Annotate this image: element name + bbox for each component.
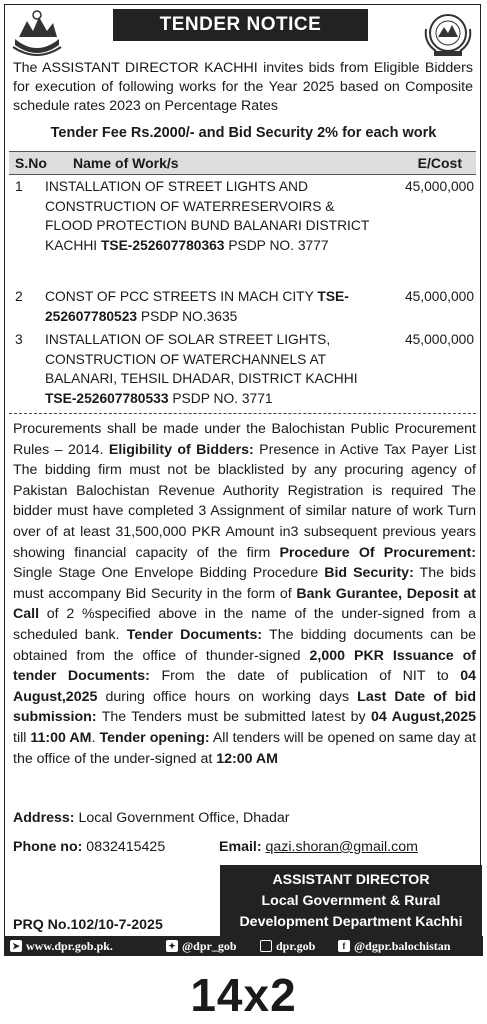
- row-desc: CONST OF PCC STREETS IN MACH CITY TSE-252607780523 PSDP NO.3635: [45, 289, 349, 324]
- footer-website[interactable]: ➤ www.dpr.gob.pk.: [10, 936, 113, 956]
- tse-number: TSE-252607780523: [45, 289, 349, 324]
- address-line: Address: Local Government Office, Dhadar: [13, 810, 290, 826]
- signature-title: ASSISTANT DIRECTOR: [272, 872, 430, 888]
- signature-dept-1: Local Government & Rural: [261, 893, 441, 909]
- instagram-icon: [260, 940, 272, 952]
- row-cost: 45,000,000: [404, 289, 474, 304]
- twitter-icon: ✦: [166, 940, 178, 952]
- email-line: Email: qazi.shoran@gmail.com: [219, 839, 418, 855]
- footer-bar: [4, 936, 483, 956]
- terms-paragraph: Procurements shall be made under the Balochistan Public Procurement Rules – 2014. Eligibility of Bidders: Presence in Active Tax Payer List The bidding firm must not be blacklisted by any procuring agency of Pakistan Balochistan Revenue Authority Registration is required The bidder must have completed 3 Assignment of similar nature of work Turn over of at least 31,500,000 PKR Amount in3 subsequent previous years showing financial capacity of the firm Procedure Of Procurement: Single Stage One Envelope Bidding Procedure Bid Security: The bids must accompany Bid Security in the form of Bank Gurantee, Deposit at Call of 2 %specified above in the name of the under-signed from a scheduled bank. Tender Documents: The bidding documents can be obtained from the office of thunder-signed 2,000 PKR Issuance of tender Documents: From the date of publication of NIT to 04 August,2025 during office hours on working days Last Date of bid submission: The Tenders must be submitted latest by 04 August,2025 till 11:00 AM. Tender opening: All tenders will be opened on same day at the office of the under-signed at 12:00 AM: [13, 421, 477, 767]
- notice-title: TENDER NOTICE: [113, 9, 368, 41]
- ad-size-label: 14x2: [190, 969, 297, 1021]
- row-desc: INSTALLATION OF STREET LIGHTS AND CONSTRUCTION OF WATERRESERVOIRS & FLOOD PROTECTION BUND BALANARI DISTRICT KACHHI TSE-252607780363 PSDP NO. 3777: [45, 179, 370, 253]
- row-cost: 45,000,000: [404, 179, 474, 194]
- row-sno: 2: [15, 289, 23, 304]
- footer-facebook[interactable]: f @dgpr.balochistan: [338, 936, 450, 956]
- balochistan-emblem-icon: [9, 9, 65, 59]
- fee-line: Tender Fee Rs.2000/- and Bid Security 2% for each work: [50, 125, 437, 141]
- local-government-logo-icon: [420, 9, 476, 59]
- row-sno: 1: [15, 179, 23, 194]
- section-divider: [9, 413, 476, 414]
- email-link[interactable]: qazi.shoran@gmail.com: [265, 839, 418, 855]
- share-icon: ➤: [10, 940, 22, 952]
- row-sno: 3: [15, 332, 23, 347]
- tse-number: TSE-252607780533: [45, 390, 169, 406]
- table-header: [9, 151, 476, 175]
- intro-paragraph: The ASSISTANT DIRECTOR KACHHI invites bids from Eligible Bidders for execution of following works for the Year 2025 based on Composite schedule rates 2023 on Percentage Rates: [13, 60, 473, 114]
- col-name: Name of Work/s: [73, 155, 179, 171]
- tender-notice: [4, 4, 481, 952]
- row-desc: INSTALLATION OF SOLAR STREET LIGHTS, CONSTRUCTION OF WATERCHANNELS AT BALANARI, TEHSIL DHADAR, DISTRICT KACHHI TSE-252607780533 PSDP NO. 3771: [45, 332, 358, 406]
- col-cost: E/Cost: [417, 155, 462, 171]
- footer-instagram[interactable]: dpr.gob: [260, 936, 315, 956]
- prq-number: PRQ No.102/10-7-2025: [13, 917, 163, 933]
- col-sno: S.No: [15, 155, 47, 171]
- tse-number: TSE-252607780363: [100, 237, 225, 253]
- facebook-icon: f: [338, 940, 350, 952]
- footer-twitter[interactable]: ✦ @dpr_gob: [166, 936, 237, 956]
- signature-dept-2: Development Department Kachhi: [239, 914, 463, 930]
- phone-line: Phone no: 0832415425: [13, 839, 166, 855]
- signature-box: [220, 865, 482, 937]
- row-cost: 45,000,000: [404, 332, 474, 347]
